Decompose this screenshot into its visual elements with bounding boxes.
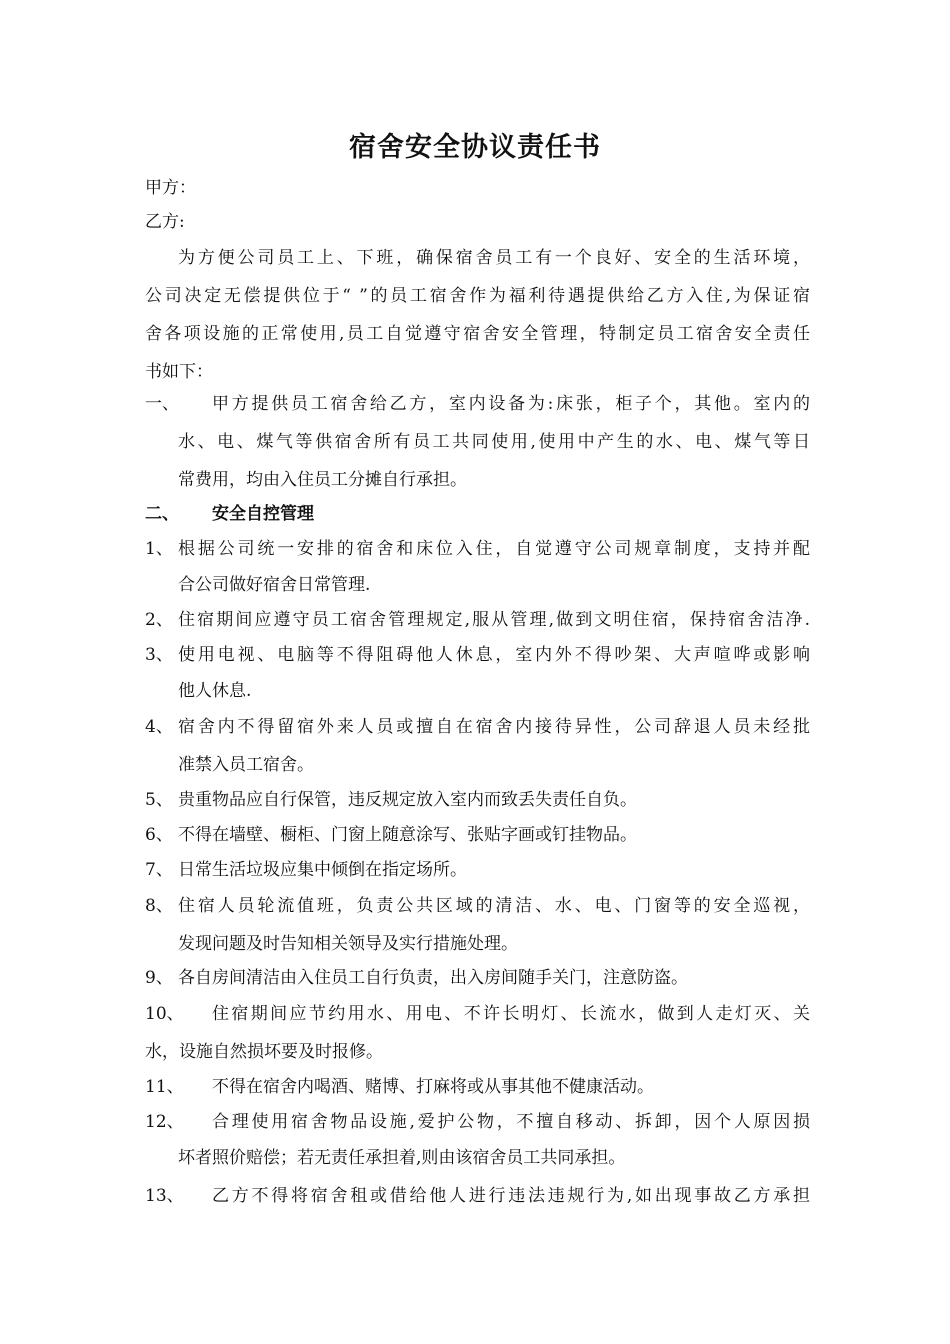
- item-2-number: 2、: [145, 610, 173, 630]
- item-6-number: 6、: [145, 825, 173, 845]
- section-1-line-1: 甲方提供员工宿舍给乙方，室内设备为:床张，柜子个，其他。室内的: [212, 394, 810, 414]
- section-1-line-2: 水、电、煤气等供宿舍所有员工共同使用,使用中产生的水、电、煤气等日: [178, 432, 810, 452]
- item-12-line-1: 合理使用宿舍物品设施,爱护公物，不擅自移动、拆卸，因个人原因损: [212, 1112, 810, 1132]
- item-4-number: 4、: [145, 717, 173, 737]
- item-8-line-2: 发现问题及时告知相关领导及实行措施处理。: [178, 934, 518, 954]
- item-12-number: 12、: [145, 1112, 184, 1132]
- item-3-line-2: 他人休息.: [178, 681, 252, 701]
- item-13-line-1: 乙方不得将宿舍租或借给他人进行违法违规行为,如出现事故乙方承担: [212, 1186, 810, 1206]
- item-2-line-1: 住宿期间应遵守员工宿舍管理规定,服从管理,做到文明住宿，保持宿舍洁净.: [178, 610, 810, 630]
- item-3-line-1: 使用电视、电脑等不得阻碍他人休息，室内外不得吵架、大声喧哗或影响: [178, 645, 810, 665]
- intro-line-1: 为方便公司员工上、下班，确保宿舍员工有一个良好、安全的生活环境，: [178, 248, 810, 268]
- item-3-number: 3、: [145, 645, 173, 665]
- item-5-number: 5、: [145, 790, 173, 810]
- item-7-number: 7、: [145, 860, 173, 880]
- item-6-line-1: 不得在墙壁、橱柜、门窗上随意涂写、张贴字画或钉挂物品。: [178, 825, 637, 845]
- item-13-number: 13、: [145, 1186, 184, 1206]
- item-9-line-1: 各自房间清洁由入住员工自行负责，出入房间随手关门，注意防盗。: [178, 968, 688, 988]
- item-9-number: 9、: [145, 968, 173, 988]
- item-8-line-1: 住宿人员轮流值班，负责公共区域的清洁、水、电、门窗等的安全巡视，: [178, 896, 810, 916]
- item-12-line-2: 坏者照价赔偿；若无责任承担着,则由该宿舍员工共同承担。: [178, 1148, 626, 1168]
- section-2-number: 二、: [145, 504, 179, 524]
- item-5-line-1: 贵重物品应自行保管，违反规定放入室内而致丢失责任自负。: [178, 790, 637, 810]
- party-a-label: 甲方：: [145, 178, 196, 198]
- intro-line-4: 书如下：: [145, 362, 213, 382]
- item-7-line-1: 日常生活垃圾应集中倾倒在指定场所。: [178, 860, 467, 880]
- intro-line-3: 舍各项设施的正常使用,员工自觉遵守宿舍安全管理，特制定员工宿舍安全责任: [145, 324, 810, 344]
- item-1-line-2: 合公司做好宿舍日常管理.: [178, 575, 371, 595]
- item-10-line-1: 住宿期间应节约用水、用电、不许长明灯、长流水，做到人走灯灭、关: [212, 1004, 810, 1024]
- item-10-line-2: 水，设施自然损坏要及时报修。: [145, 1042, 383, 1062]
- item-1-line-1: 根据公司统一安排的宿舍和床位入住，自觉遵守公司规章制度，支持并配: [178, 539, 810, 559]
- item-4-line-2: 准禁入员工宿舍。: [178, 755, 314, 775]
- item-10-number: 10、: [145, 1004, 184, 1024]
- section-2-heading: 安全自控管理: [212, 504, 314, 524]
- item-4-line-1: 宿舍内不得留宿外来人员或擅自在宿舍内接待异性，公司辞退人员未经批: [178, 717, 810, 737]
- section-1-line-3: 常费用，均由入住员工分摊自行承担。: [178, 470, 467, 490]
- document-title: 宿舍安全协议责任书: [349, 132, 601, 163]
- item-11-line-1: 不得在宿舍内喝酒、赌博、打麻将或从事其他不健康活动。: [212, 1077, 654, 1097]
- party-b-label: 乙方:: [145, 212, 185, 232]
- intro-line-2: 公司决定无偿提供位于“ ”的员工宿舍作为福利待遇提供给乙方入住,为保证宿: [145, 286, 810, 306]
- item-11-number: 11、: [145, 1077, 184, 1097]
- item-8-number: 8、: [145, 896, 173, 916]
- item-1-number: 1、: [145, 539, 173, 559]
- section-1-number: 一、: [145, 394, 179, 414]
